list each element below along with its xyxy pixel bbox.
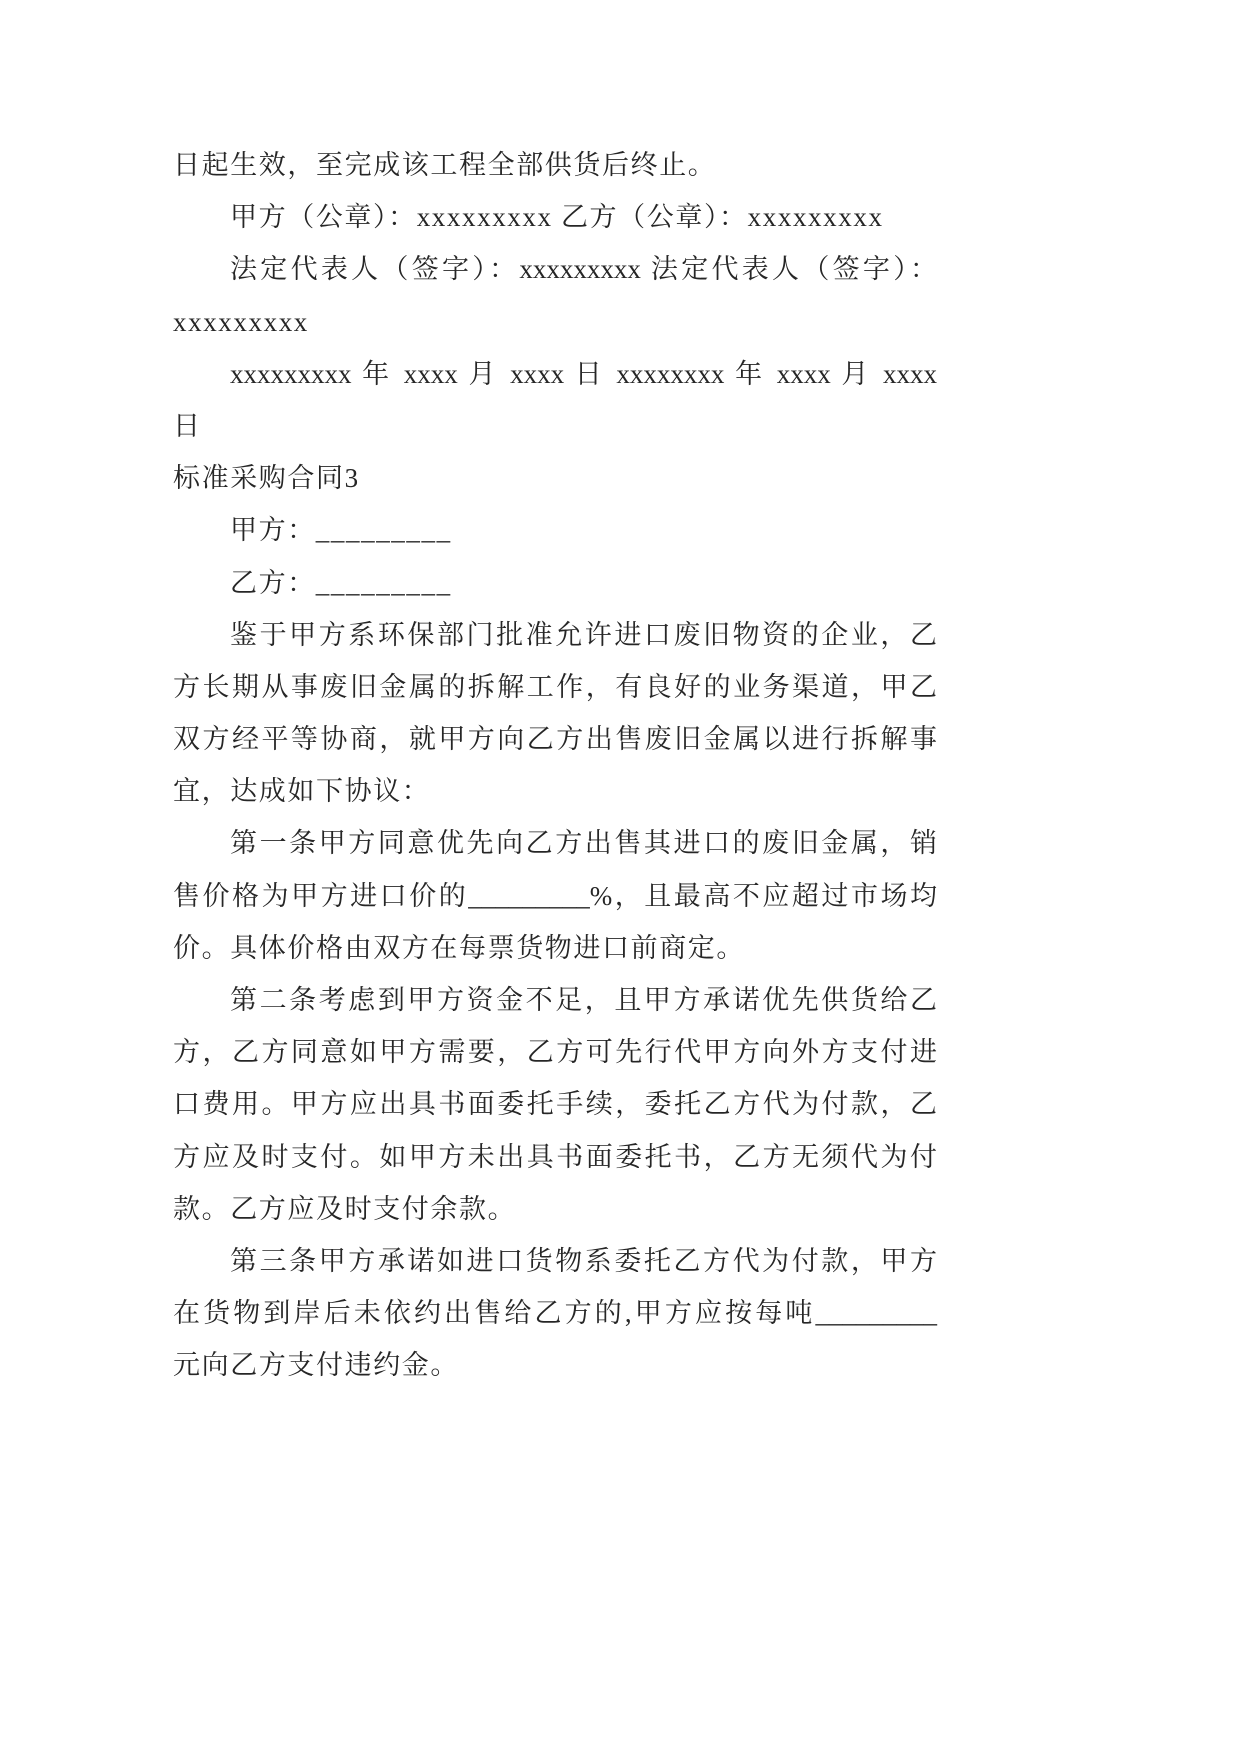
contract-title: 标准采购合同3 xyxy=(173,463,360,494)
article-3-line: 第三条甲方承诺如进口货物系委托乙方代为付款，甲方 xyxy=(230,1245,937,1276)
date-line: 日 xyxy=(173,410,202,441)
article-2-line: 口费用。甲方应出具书面委托手续，委托乙方代为付款，乙 xyxy=(173,1089,937,1120)
closing-clause: 日起生效，至完成该工程全部供货后终止。 xyxy=(173,150,717,180)
document-body xyxy=(173,139,937,1392)
party-b-line: 乙方：_________ xyxy=(230,567,452,598)
article-1-line: 价。具体价格由双方在每票货物进口前商定。 xyxy=(173,932,745,963)
article-2-line: 方应及时支付。如甲方未出具书面委托书，乙方无须代为付 xyxy=(173,1141,937,1172)
preamble-line: 鉴于甲方系环保部门批准允许进口废旧物资的企业，乙 xyxy=(230,619,937,650)
date-line: xxxxxxxxx 年 xxxx 月 xxxx 日 xxxxxxxx 年 xxxx 月 xxxx xyxy=(230,358,937,389)
preamble-line: 双方经平等协商，就甲方向乙方出售废旧金属以进行拆解事 xyxy=(173,724,937,755)
article-1-line: 第一条甲方同意优先向乙方出售其进口的废旧金属，销 xyxy=(230,828,937,859)
article-2-line: 方，乙方同意如甲方需要，乙方可先行代甲方向外方支付进 xyxy=(173,1037,937,1068)
article-3-line: 元向乙方支付违约金。 xyxy=(173,1350,459,1381)
representative-line: 法定代表人（签字）：xxxxxxxxx 法定代表人（签字）： xyxy=(230,254,937,285)
article-2-line: 款。乙方应及时支付余款。 xyxy=(173,1193,517,1224)
representative-line: xxxxxxxxx xyxy=(173,306,309,337)
article-1-line: 售价格为甲方进口价的_________%，且最高不应超过市场均 xyxy=(173,880,937,911)
seal-line: 甲方（公章）：xxxxxxxxx 乙方（公章）：xxxxxxxxx xyxy=(230,202,884,233)
article-2-line: 第二条考虑到甲方资金不足，且甲方承诺优先供货给乙 xyxy=(230,985,937,1015)
preamble-line: 宜，达成如下协议： xyxy=(173,776,431,807)
preamble-line: 方长期从事废旧金属的拆解工作，有良好的业务渠道，甲乙 xyxy=(173,671,937,702)
article-3-line: 在货物到岸后未依约出售给乙方的,甲方应按每吨_________ xyxy=(173,1298,937,1329)
party-a-line: 甲方：_________ xyxy=(230,515,452,546)
